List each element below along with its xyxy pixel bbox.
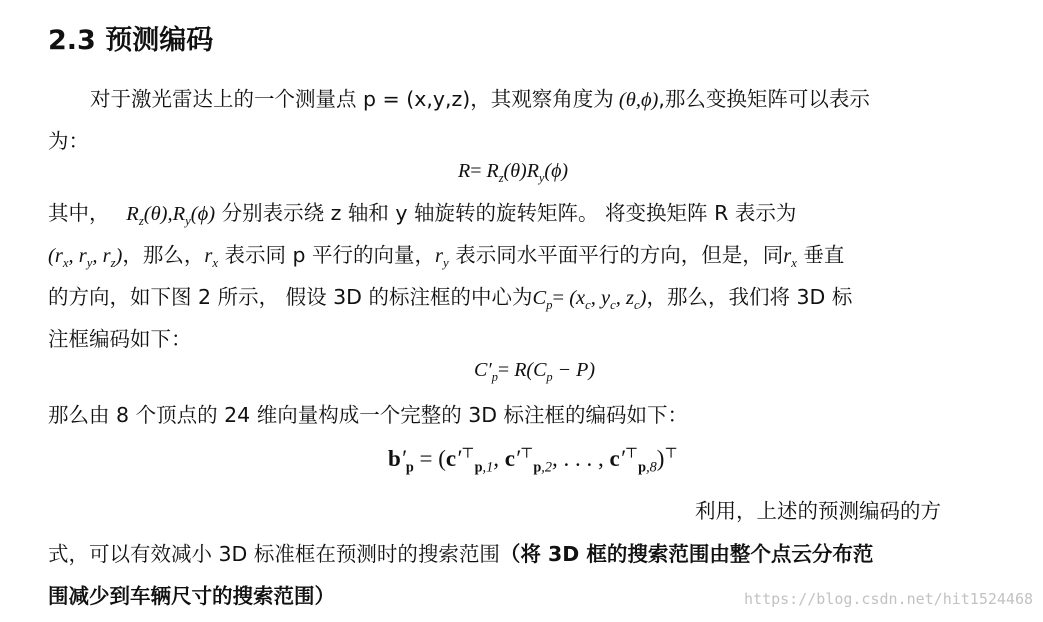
para1-line1 <box>90 85 870 114</box>
para1-line1-end: ,那么变换矩阵可以表示 <box>658 87 870 111</box>
r-vector-math: ($r_x$, $r_y$, $r_z$) <box>48 245 123 271</box>
para4-line1: 利用，上述的预测编码的方 <box>695 499 941 523</box>
para4-bold-note: （将 3D 框的搜索范围由整个点云分布范 <box>499 542 874 566</box>
para2-line1: 其中， $R_z(\theta),R_y(\phi)$ 分别表示绕 z 轴和 y 轴旋转的旋转矩阵。 将变换矩阵 R 表示为 <box>48 201 797 229</box>
rx-symbol: $r_x$ <box>204 245 218 271</box>
para2-line2: ($r_x$, $r_y$, $r_z$)，那么，$r_x$ 表示同 p 平行的向量，$r_y$ 表示同水平面平行的方向，但是，同$r_x$ 垂直 <box>48 243 845 271</box>
rotation-matrices-math: $R_z(\theta),R_y(\phi)$ <box>116 203 216 229</box>
center-point-math: $C_p= (x_c$, $y_c$, $z_c$) <box>532 287 647 313</box>
equation-encoded-center: $C'_p= R(C_p - P)$ <box>474 359 595 384</box>
rx-symbol-2: $r_x$ <box>783 245 797 271</box>
section-heading: 2.3 预测编码 <box>48 25 214 56</box>
watermark: https://blog.csdn.net/hit1524468 <box>744 590 1033 608</box>
ry-symbol: $r_y$ <box>435 245 449 271</box>
equation-box-encoding: $b'_p = (c'^⊤_{p,1}$, $c'^⊤_{p,2}$, . . . , $c'^⊤_{p,8})^⊤$ <box>388 445 678 476</box>
para4-line3: 围减少到车辆尺寸的搜索范围） <box>48 584 335 608</box>
para3-line1: 那么由 8 个顶点的 24 维向量构成一个完整的 3D 标注框的编码如下： <box>48 403 689 427</box>
para4-line2: 式，可以有效减小 3D 标准框在预测时的搜索范围（将 3D 框的搜索范围由整个点云分布范 <box>48 542 874 566</box>
para2-line3: 的方向，如下图 2 所示， 假设 3D 的标注框的中心为$C_p= (x_c$, $y_c$, $z_c$)，那么，我们将 3D 标 <box>48 285 853 313</box>
equation-rotation-matrix: $R= R_z(\theta)R_y(\phi)$ <box>458 160 569 185</box>
para1-line1-start: 对于激光雷达上的一个测量点 p = (x,y,z)，其观察角度为 <box>90 87 614 111</box>
para1-line2: 为： <box>48 129 89 153</box>
para2-line4: 注框编码如下： <box>48 327 192 351</box>
observation-angle: (θ,ϕ) <box>618 89 659 111</box>
